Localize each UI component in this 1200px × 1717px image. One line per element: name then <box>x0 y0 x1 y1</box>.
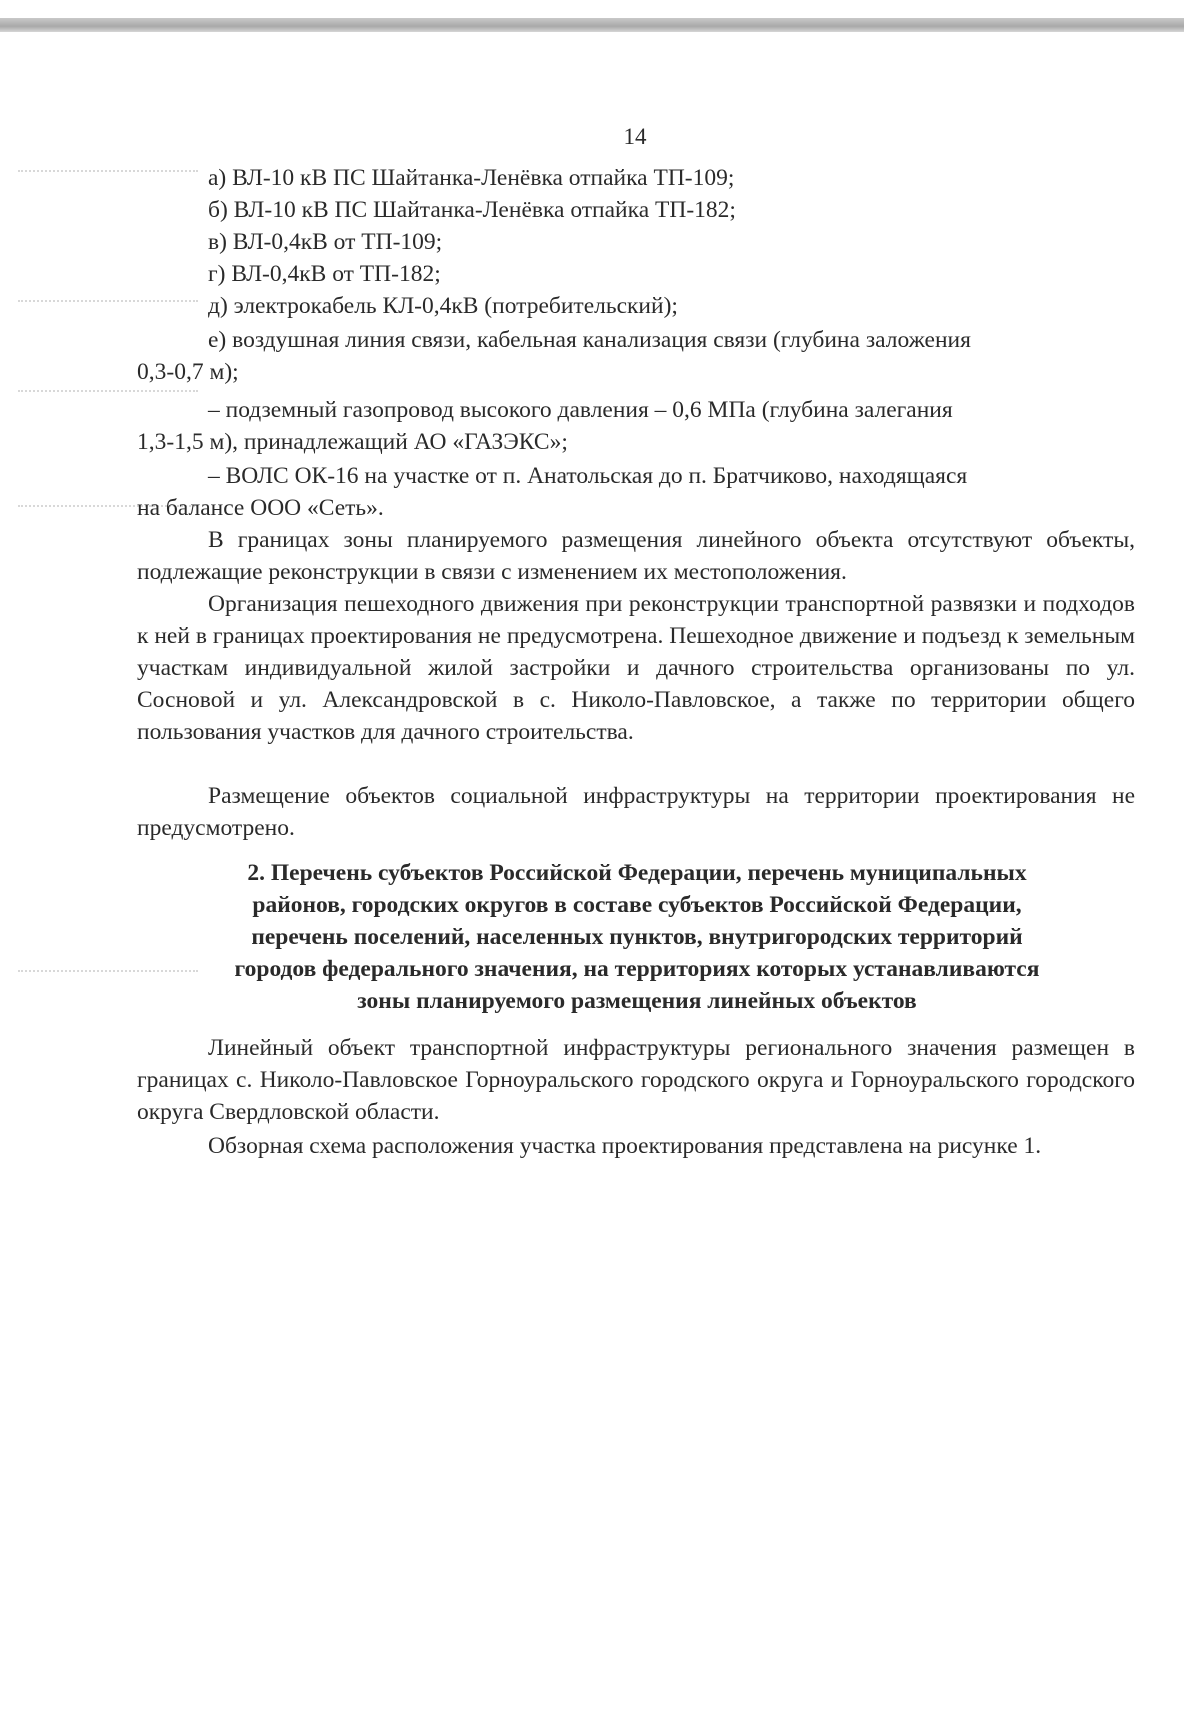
gas-pipeline-line2: 1,3-1,5 м), принадлежащий АО «ГАЗЭКС»; <box>137 429 568 455</box>
list-item: в) ВЛ-0,4кВ от ТП-109; <box>208 229 443 255</box>
paragraph-social: Размещение объектов социальной инфраструктуры на территории проектирования не предусмотрено. <box>137 783 1135 841</box>
fiber-line1: – ВОЛС ОК-16 на участке от п. Анатольская до п. Братчиково, находящаяся <box>208 463 968 489</box>
paragraph-reconstruction: В границах зоны планируемого размещения линейного объекта отсутствуют объекты, подлежащие реконструкции в связи с изменением их местоположения. <box>137 527 1135 585</box>
list-item: б) ВЛ-10 кВ ПС Шайтанка-Ленёвка отпайка ТП-182; <box>208 197 736 223</box>
heading-line: зоны планируемого размещения линейных объектов <box>357 988 917 1014</box>
section-heading <box>137 857 1137 1017</box>
list-item: г) ВЛ-0,4кВ от ТП-182; <box>208 261 441 287</box>
list-item-e-line2: 0,3-0,7 м); <box>137 359 239 385</box>
paragraph-linear-object: Линейный объект транспортной инфраструктуры регионального значения размещен в границах с. Николо-Павловское Горноуральского городского округа и Горноуральского городского округа Свердловской области. <box>137 1035 1135 1125</box>
gas-pipeline-line1: – подземный газопровод высокого давления – 0,6 МПа (глубина залегания <box>208 397 953 423</box>
paragraph-pedestrian: Организация пешеходного движения при реконструкции транспортной развязки и подходов к ней в границах проектирования не предусмотрена. Пешеходное движение и подъезд к земельным участкам индивидуальной жилой застройки и дачного строительства организованы по ул. Сосновой и ул. Александровской в с. Николо-Павловское, а также по территории общего пользования участков для дачного строительства. <box>137 591 1135 745</box>
heading-line: городов федерального значения, на территориях которых устанавливаются <box>234 956 1040 982</box>
heading-line: 2. Перечень субъектов Российской Федерации, перечень муниципальных <box>247 860 1027 886</box>
fiber-line2: на балансе ООО «Сеть». <box>137 495 384 521</box>
list-item: а) ВЛ-10 кВ ПС Шайтанка-Ленёвка отпайка ТП-109; <box>208 165 735 191</box>
scan-artifact <box>18 290 198 302</box>
list-item: д) электрокабель КЛ-0,4кВ (потребительский); <box>208 293 678 319</box>
heading-line: районов, городских округов в составе субъектов Российской Федерации, <box>252 892 1022 918</box>
page-number: 14 <box>623 124 647 149</box>
list-item-e-line1: е) воздушная линия связи, кабельная канализация связи (глубина заложения <box>208 327 971 353</box>
paragraph-overview: Обзорная схема расположения участка проектирования представлена на рисунке 1. <box>208 1133 1042 1159</box>
scan-artifact <box>18 160 198 172</box>
heading-line: перечень поселений, населенных пунктов, внутригородских территорий <box>251 924 1023 950</box>
